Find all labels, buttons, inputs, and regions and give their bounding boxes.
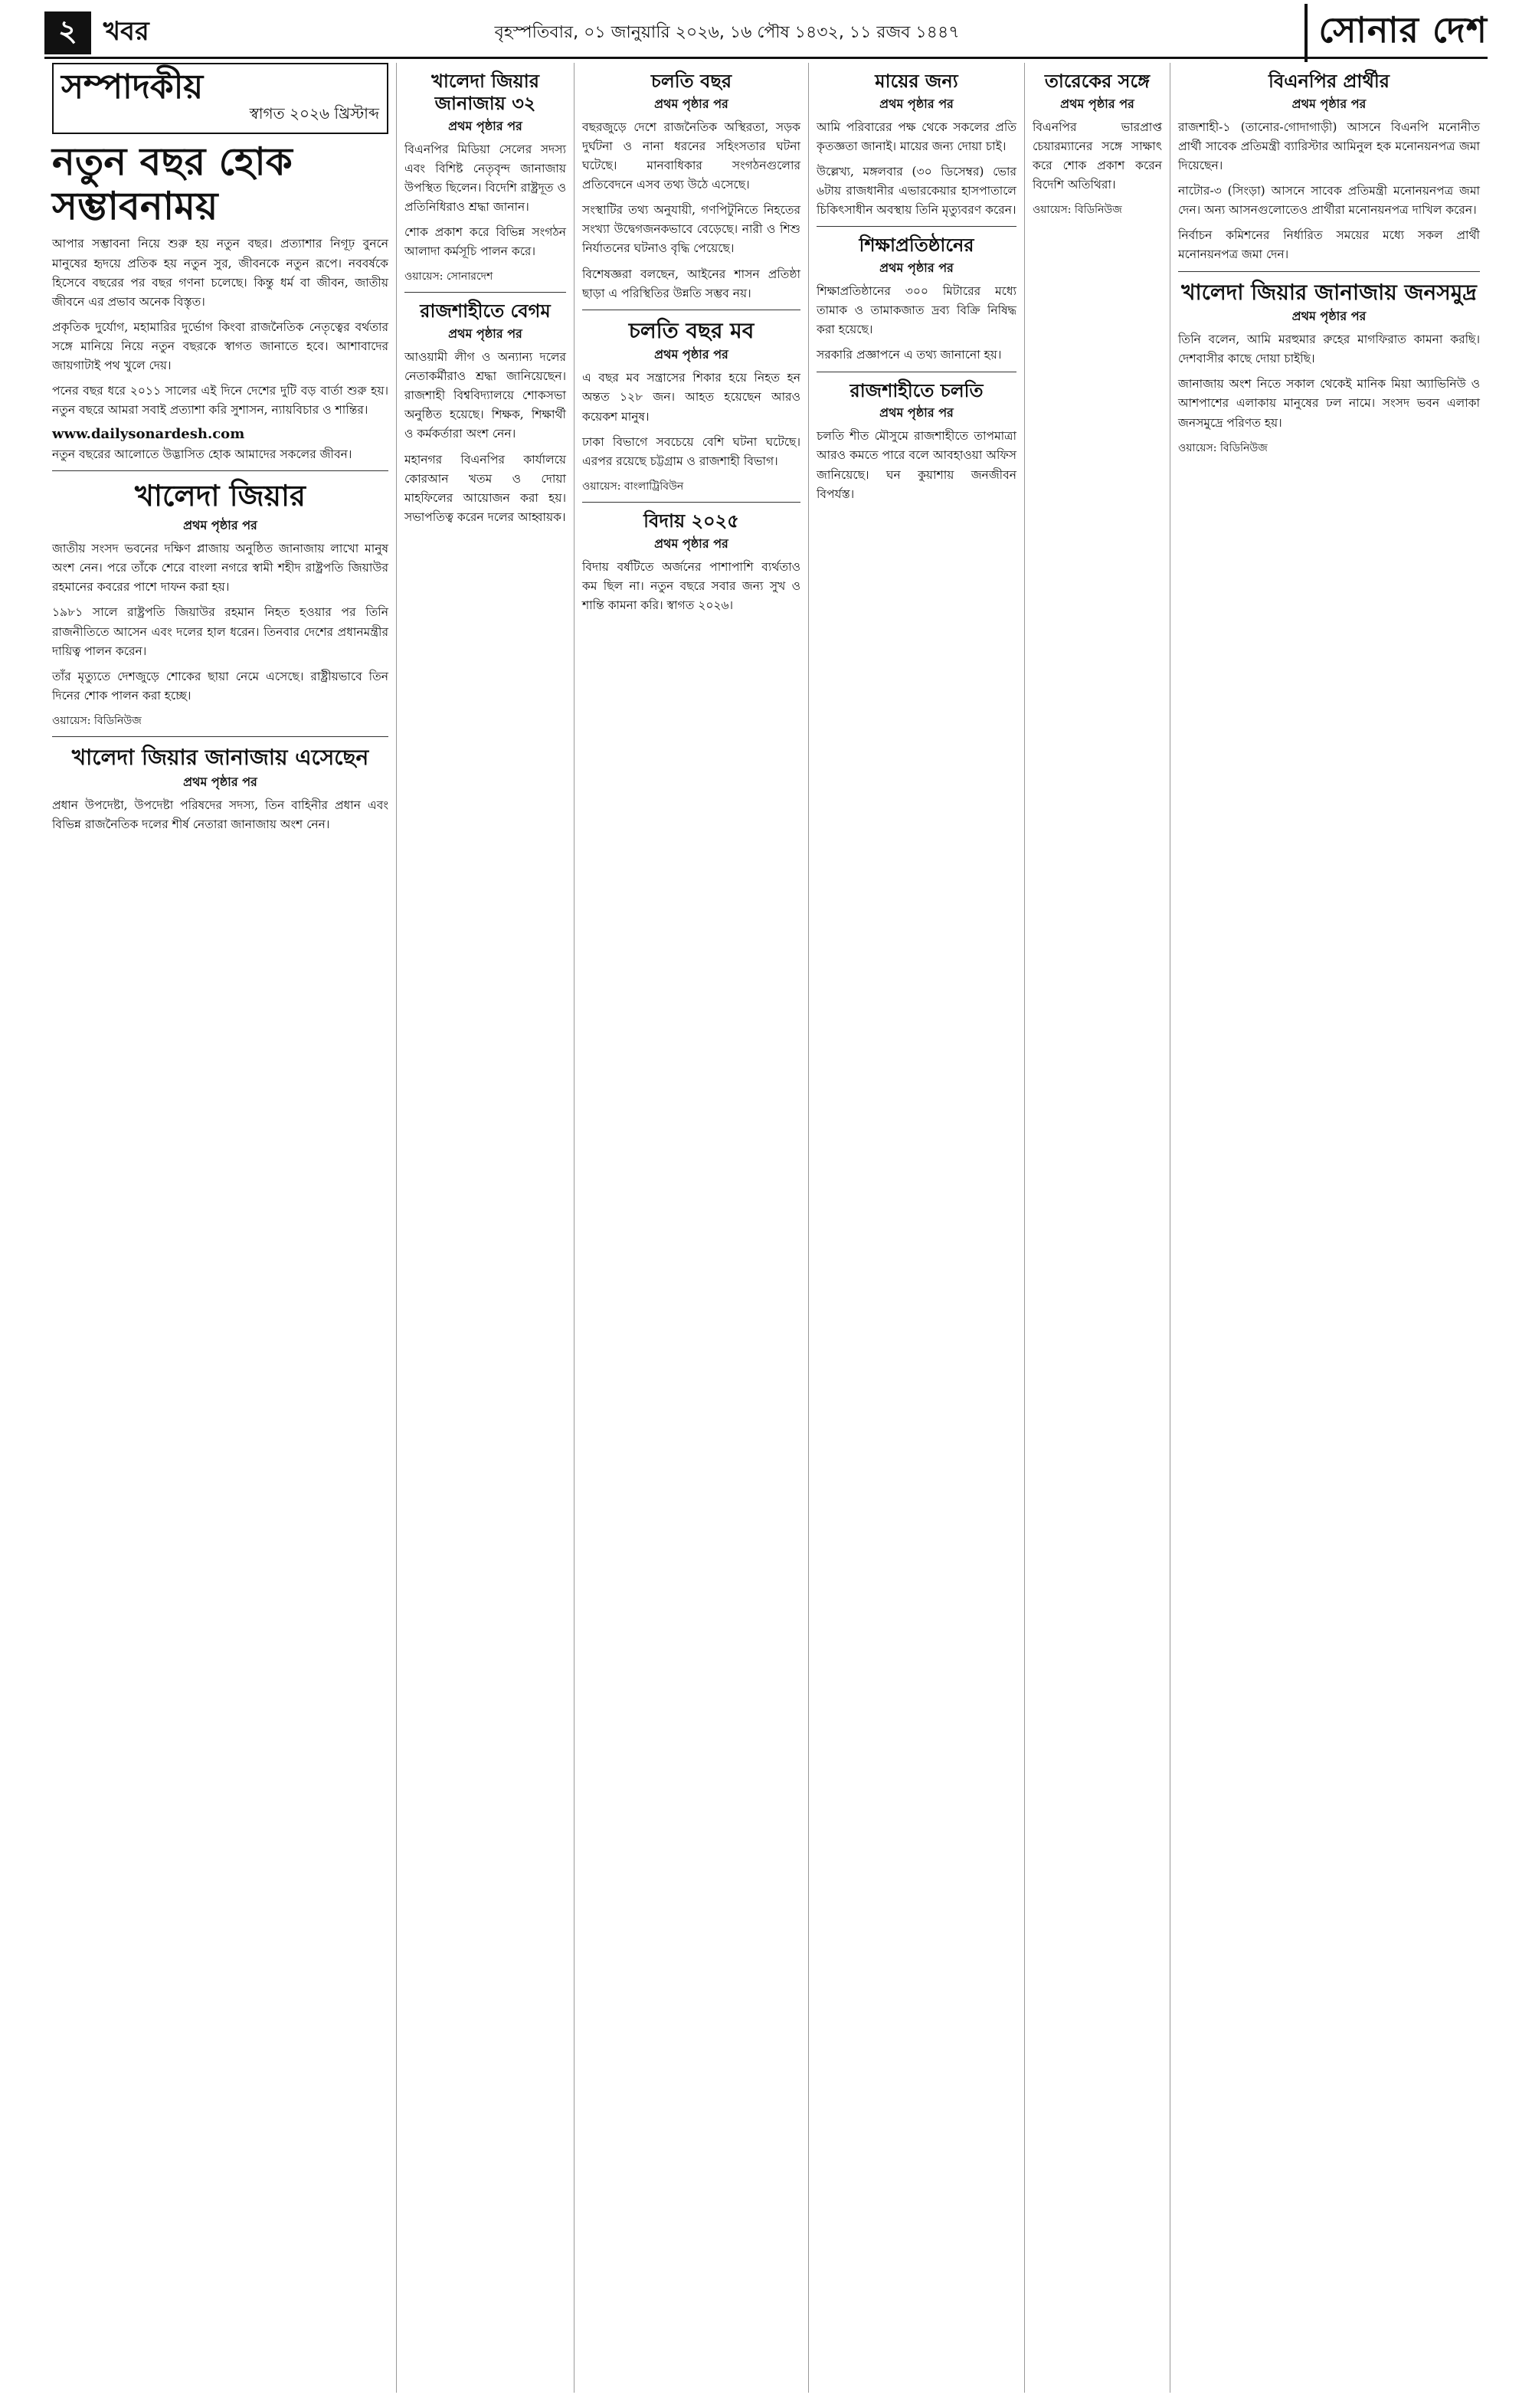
columns bbox=[44, 63, 1488, 2393]
story-paragraph: নাটোর-৩ (সিংড়া) আসনে সাবেক প্রতিমন্ত্রী মনোনয়নপত্র জমা দেন। অন্য আসনগুলোতেও প্রার্থীরা মনোনয়নপত্র দাখিল করেন। bbox=[1178, 184, 1480, 218]
editorial-closing: নতুন বছরের আলোতে উদ্ভাসিত হোক আমাদের সকলের জীবন। bbox=[52, 447, 352, 462]
story-source: ওয়ায়েস: সোনারদেশ bbox=[404, 270, 493, 283]
story-source: ওয়ায়েস: বিডিনিউজ bbox=[1178, 441, 1268, 454]
story-paragraph: জানাজায় অংশ নিতে সকাল থেকেই মানিক মিয়া অ্যাভিনিউ ও আশপাশের এলাকায় মানুষের ঢল নামে। সংসদ ভবন এলাকা জনসমুদ্রে পরিণত হয়। bbox=[1178, 377, 1480, 430]
website-link[interactable]: www.dailysonardesh.com bbox=[52, 426, 245, 443]
story-title: তারেকের সঙ্গে bbox=[1044, 70, 1151, 92]
story-paragraph: রাজশাহী-১ (তানোর-গোদাগাড়ী) আসনে বিএনপি মনোনীত প্রার্থী সাবেক প্রতিমন্ত্রী ব্যারিস্টার আমিনুল হক মনোনয়নপত্র জমা দিয়েছেন। bbox=[1178, 120, 1480, 173]
column-1 bbox=[44, 63, 397, 2393]
story-title: রাজশাহীতে চলতি bbox=[849, 379, 984, 401]
column-2 bbox=[397, 63, 574, 2393]
story-paragraph: এ বছর মব সন্ত্রাসের শিকার হয়ে নিহত হন অন্তত ১২৮ জন। আহত হয়েছেন আরও কয়েকশ মানুষ। bbox=[582, 371, 800, 424]
story-title: খালেদা জিয়ার জানাজায় এসেছেন bbox=[71, 744, 369, 770]
editorial-header bbox=[52, 63, 388, 134]
story-kicker: প্রথম পৃষ্ঠার পর bbox=[1291, 96, 1367, 111]
editorial-headline: নতুন বছর হোক সম্ভাবনাময় bbox=[52, 139, 293, 228]
story-title: রাজশাহীতে বেগম bbox=[420, 300, 551, 323]
story-source: ওয়ায়েস: বিডিনিউজ bbox=[1033, 204, 1122, 217]
story-paragraph: সংস্থাটির তথ্য অনুযায়ী, গণপিটুনিতে নিহতের সংখ্যা উদ্বেগজনকভাবে বেড়েছে। নারী ও শিশু নির্যাতনের ঘটনাও বৃদ্ধি পেয়েছে। bbox=[582, 203, 800, 256]
story-paragraph: তিনি বলেন, আমি মরহুমার রুহের মাগফিরাত কামনা করছি। দেশবাসীর কাছে দোয়া চাইছি। bbox=[1178, 333, 1480, 366]
story-paragraph: ঢাকা বিভাগে সবচেয়ে বেশি ঘটনা ঘটেছে। এরপর রয়েছে চট্টগ্রাম ও রাজশাহী বিভাগ। bbox=[582, 434, 800, 468]
story-title: শিক্ষাপ্রতিষ্ঠানের bbox=[859, 234, 974, 257]
story-title: মায়ের জন্য bbox=[875, 70, 958, 92]
masthead bbox=[44, 9, 1488, 59]
story-kicker: প্রথম পৃষ্ঠার পর bbox=[183, 774, 257, 789]
story-paragraph: বছরজুড়ে দেশে রাজনৈতিক অস্থিরতা, সড়ক দুর্ঘটনা ও নানা ধরনের সহিংসতার ঘটনা ঘটেছে। মানবাধিকার সংগঠনগুলোর প্রতিবেদনে এসব তথ্য উঠে এসেছে। bbox=[582, 120, 800, 192]
story-paragraph: মহানগর বিএনপির কার্যালয়ে কোরআন খতম ও দোয়া মাহফিলের আয়োজন করা হয়। সভাপতিত্ব করেন দলের আহ্বায়ক। bbox=[404, 452, 566, 524]
divider bbox=[817, 226, 1016, 227]
story-kicker: প্রথম পৃষ্ঠার পর bbox=[879, 405, 954, 421]
story-kicker: প্রথম পৃষ্ঠার পর bbox=[448, 326, 522, 342]
editorial-sub: স্বাগত ২০২৬ খ্রিস্টাব্দ bbox=[249, 104, 379, 123]
story-paragraph: আওয়ামী লীগ ও অন্যান্য দলের নেতাকর্মীরাও শ্রদ্ধা জানিয়েছেন। রাজশাহী বিশ্ববিদ্যালয়ে শোকসভা অনুষ্ঠিত হয়েছে। শিক্ষক, শিক্ষার্থী ও কর্মকর্তারা অংশ নেন। bbox=[404, 350, 566, 441]
editorial-label: সম্পাদকীয় bbox=[61, 67, 204, 106]
divider bbox=[582, 502, 800, 503]
story-title: খালেদা জিয়ার জানাজায় ৩২ bbox=[431, 70, 539, 114]
story-kicker: প্রথম পৃষ্ঠার পর bbox=[654, 347, 728, 362]
story-paragraph: ১৯৮১ সালে রাষ্ট্রপতি জিয়াউর রহমান নিহত হওয়ার পর তিনি রাজনীতিতে আসেন এবং দলের হাল ধরেন। তিনবার দেশের প্রধানমন্ত্রীর দায়িত্ব পালন করেন। bbox=[52, 605, 388, 658]
story-source: ওয়ায়েস: বাংলাট্রিবিউন bbox=[582, 480, 684, 493]
column-4 bbox=[809, 63, 1025, 2393]
dateline: বৃহস্পতিবার, ০১ জানুয়ারি ২০২৬, ১৬ পৌষ ১৪৩২, ১১ রজব ১৪৪৭ bbox=[494, 22, 960, 42]
story-paragraph: সরকারি প্রজ্ঞাপনে এ তথ্য জানানো হয়। bbox=[817, 348, 1002, 362]
story-paragraph: বিশেষজ্ঞরা বলছেন, আইনের শাসন প্রতিষ্ঠা ছাড়া এ পরিস্থিতির উন্নতি সম্ভব নয়। bbox=[582, 267, 800, 300]
story-source: ওয়ায়েস: বিডিনিউজ bbox=[52, 714, 142, 727]
editorial-paragraph: আপার সম্ভাবনা নিয়ে শুরু হয় নতুন বছর। প্রত্যাশার নিগূঢ় বুননে মানুষের হৃদয়ে প্রতিক হয় নতুন সুর, জীবনকে নতুন রূপে। নববর্ষকে হিসেবে বছরের পর বছর গণনা চলেছে। কিন্তু ধর্ম বা জীবন, জাতীয় জীবনে এর প্রভাব অনেক বিস্তৃত। bbox=[52, 237, 388, 309]
story-kicker: প্রথম পৃষ্ঠার পর bbox=[1291, 309, 1367, 324]
column-3 bbox=[574, 63, 809, 2393]
story-paragraph: শোক প্রকাশ করে বিভিন্ন সংগঠন আলাদা কর্মসূচি পালন করে। bbox=[404, 225, 566, 259]
divider bbox=[52, 736, 388, 737]
editorial-paragraph: প্রকৃতিক দুর্যোগ, মহামারির দুর্ভোগ কিংবা রাজনৈতিক নেতৃত্বের বর্থতার সঙ্গে মানিয়ে নিয়ে নতুন বছরকে স্বাগত জানাতে হবে। আশাবাদের জায়গাটাই পথ খুলে দেয়। bbox=[52, 319, 388, 373]
story-paragraph: উল্লেখ্য, মঙ্গলবার (৩০ ডিসেম্বর) ভোর ৬টায় রাজধানীর এভারকেয়ার হাসপাতালে চিকিৎসাধীন অবস্থায় তিনি মৃত্যুবরণ করেন। bbox=[817, 165, 1016, 218]
story-paragraph: জাতীয় সংসদ ভবনের দক্ষিণ প্লাজায় অনুষ্ঠিত জানাজায় লাখো মানুষ অংশ নেন। পরে তাঁকে শেরে বাংলা নগরে স্বামী শহীদ রাষ্ট্রপতি জিয়াউর রহমানের কবরের পাশে দাফন করা হয়। bbox=[52, 542, 388, 595]
story-title: খালেদা জিয়ার জানাজায় জনসমুদ্র bbox=[1181, 279, 1477, 305]
story-kicker: প্রথম পৃষ্ঠার পর bbox=[448, 118, 522, 133]
story-title: বিএনপির প্রার্থীর bbox=[1268, 70, 1390, 92]
story-paragraph: বিএনপির মিডিয়া সেলের সদস্য এবং বিশিষ্ট নেতৃবৃন্দ জানাজায় উপস্থিত ছিলেন। বিদেশি রাষ্ট্রদূত ও প্রতিনিধিরাও শ্রদ্ধা জানান। bbox=[404, 142, 566, 214]
story-paragraph: শিক্ষাপ্রতিষ্ঠানের ৩০০ মিটারের মধ্যে তামাক ও তামাকজাত দ্রব্য বিক্রি নিষিদ্ধ করা হয়েছে। bbox=[817, 284, 1016, 337]
story-paragraph: নির্বাচন কমিশনের নির্ধারিত সময়ের মধ্যে সকল প্রার্থী মনোনয়নপত্র জমা দেন। bbox=[1178, 228, 1480, 262]
story-kicker: প্রথম পৃষ্ঠার পর bbox=[879, 260, 954, 276]
story-title: চলতি বছর bbox=[650, 70, 732, 92]
story-title: খালেদা জিয়ার bbox=[135, 479, 306, 513]
divider bbox=[1178, 271, 1480, 272]
story-paragraph: তাঁর মৃত্যুতে দেশজুড়ে শোকের ছায়া নেমে এসেছে। রাষ্ট্রীয়ভাবে তিন দিনের শোক পালন করা হচ্ছে। bbox=[52, 669, 388, 703]
column-5 bbox=[1025, 63, 1170, 2393]
story-title: বিদায় ২০২৫ bbox=[643, 509, 739, 532]
story-kicker: প্রথম পৃষ্ঠার পর bbox=[654, 96, 728, 111]
story-kicker: প্রথম পৃষ্ঠার পর bbox=[654, 536, 728, 551]
editorial-paragraph: পনের বছর ধরে ২০১১ সালের এই দিনে দেশের দুটি বড় বার্তা শুরু হয়। নতুন বছরে আমরা সবাই প্রত্যাশা করি সুশাসন, ন্যায়বিচার ও শান্তির। bbox=[52, 384, 388, 418]
story-title: চলতি বছর মব bbox=[628, 317, 755, 343]
divider bbox=[52, 470, 388, 471]
story-paragraph: প্রধান উপদেষ্টা, উপদেষ্টা পরিষদের সদস্য, তিন বাহিনীর প্রধান এবং বিভিন্ন রাজনৈতিক দলের শীর্ষ নেতারা জানাজায় অংশ নেন। bbox=[52, 798, 388, 831]
section-name: খবর bbox=[103, 15, 149, 47]
story-paragraph: বিদায় বর্ষটিতে অর্জনের পাশাপাশি ব্যর্থতাও কম ছিল না। নতুন বছরে সবার জন্য সুখ ও শান্তি কামনা করি। স্বাগত ২০২৬। bbox=[582, 559, 800, 612]
story-paragraph: বিএনপির ভারপ্রাপ্ত চেয়ারম্যানের সঙ্গে সাক্ষাৎ করে শোক প্রকাশ করেন বিদেশি অতিথিরা। bbox=[1033, 120, 1162, 192]
story-kicker: প্রথম পৃষ্ঠার পর bbox=[879, 96, 954, 111]
story-kicker: প্রথম পৃষ্ঠার পর bbox=[1060, 96, 1134, 111]
story-paragraph: চলতি শীত মৌসুমে রাজশাহীতে তাপমাত্রা আরও কমতে পারে বলে আবহাওয়া অফিস জানিয়েছে। ঘন কুয়াশায় জনজীবন বিপর্যস্ত। bbox=[817, 429, 1016, 501]
story-paragraph: আমি পরিবারের পক্ষ থেকে সকলের প্রতি কৃতজ্ঞতা জানাই। মায়ের জন্য দোয়া চাই। bbox=[817, 120, 1016, 153]
divider bbox=[404, 292, 566, 293]
page-number: ২ bbox=[44, 11, 91, 54]
column-6 bbox=[1170, 63, 1488, 2393]
newspaper-logo: সোনার দেশ bbox=[1304, 4, 1488, 62]
story-kicker: প্রথম পৃষ্ঠার পর bbox=[183, 518, 257, 533]
